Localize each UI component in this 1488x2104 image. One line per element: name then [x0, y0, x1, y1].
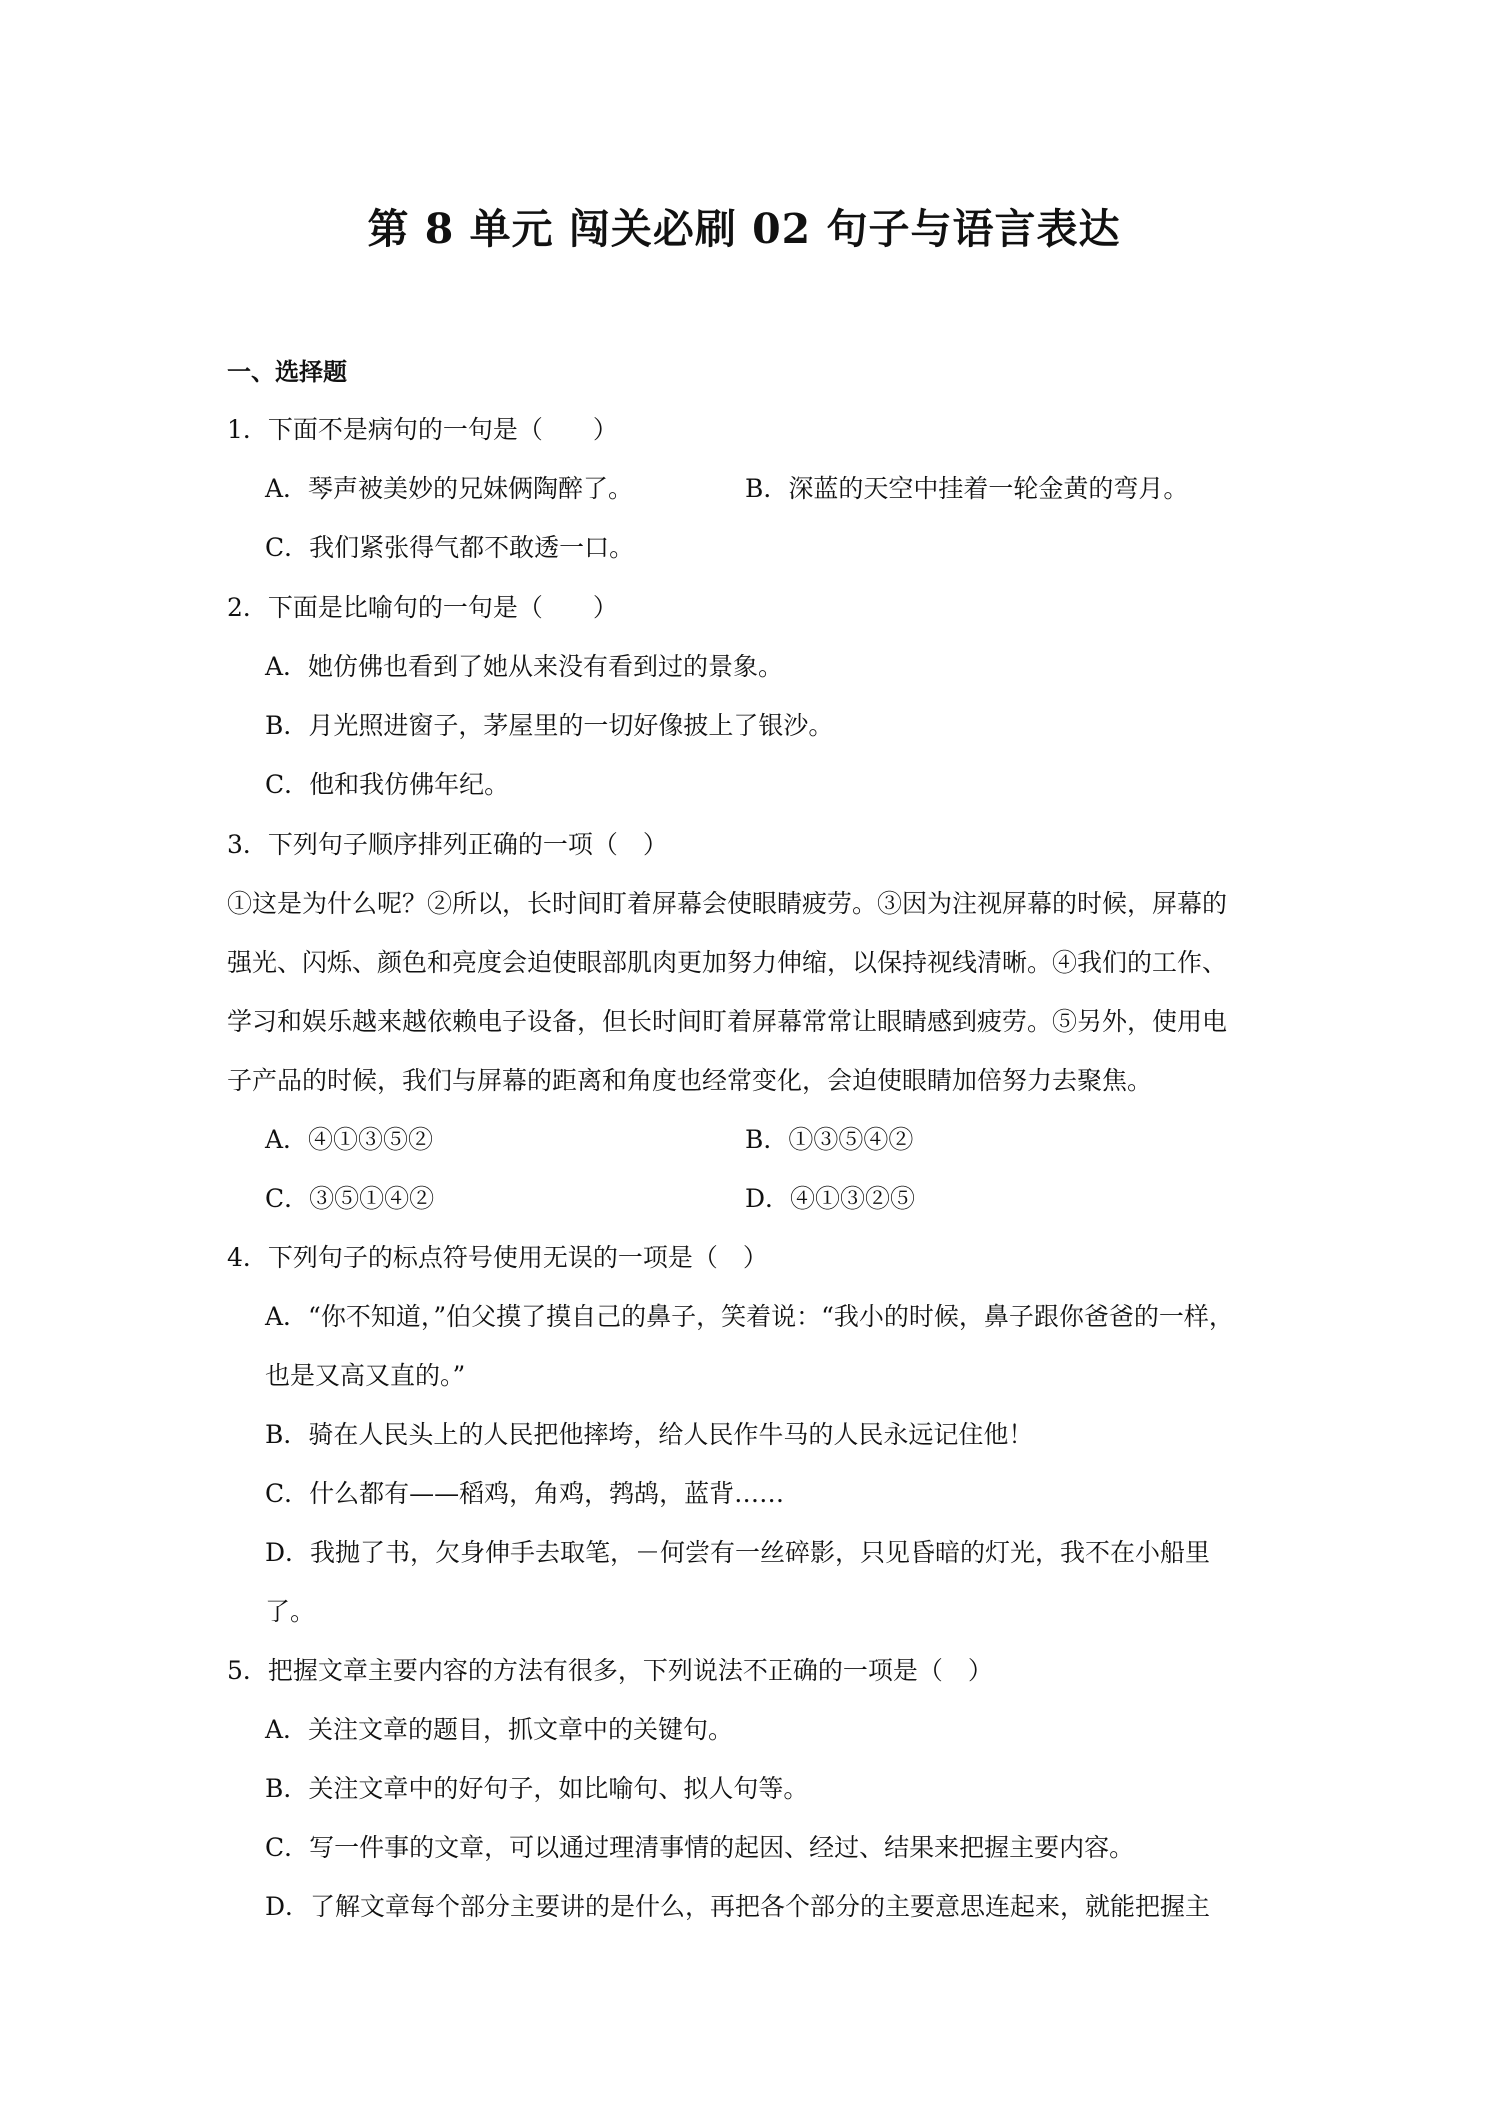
- question-3-stem: 3．下列句子顺序排列正确的一项（ ）: [227, 830, 668, 859]
- page-title: 第 8 单元 闯关必刷 02 句子与语言表达: [367, 205, 1121, 253]
- question-5-option-c: C．写一件事的文章，可以通过理清事情的起因、经过、结果来把握主要内容。: [265, 1833, 1135, 1862]
- question-3-option-c: C．③⑤①④②: [265, 1184, 435, 1213]
- question-3-option-a: A．④①③⑤②: [265, 1125, 434, 1154]
- question-3-passage-line: ①这是为什么呢？②所以，长时间盯着屏幕会使眼睛疲劳。③因为注视屏幕的时候，屏幕的: [227, 889, 1228, 918]
- question-1-option-c: C．我们紧张得气都不敢透一口。: [265, 533, 635, 562]
- question-1-stem: 1．下面不是病句的一句是（ ）: [227, 415, 618, 444]
- question-3-passage-line: 子产品的时候，我们与屏幕的距离和角度也经常变化，会迫使眼睛加倍努力去聚焦。: [227, 1066, 1153, 1095]
- question-2-option-c: C．他和我仿佛年纪。: [265, 770, 510, 799]
- question-4-option-a-continued: 也是又高又直的。”: [265, 1361, 466, 1390]
- question-4-option-d-continued: 了。: [265, 1597, 316, 1626]
- question-2-option-b: B．月光照进窗子，茅屋里的一切好像披上了银沙。: [265, 711, 834, 740]
- question-4-option-a: A．“你不知道，”伯父摸了摸自己的鼻子，笑着说：“我小的时候，鼻子跟你爸爸的一样，: [265, 1302, 1234, 1331]
- question-2-stem: 2．下面是比喻句的一句是（ ）: [227, 593, 618, 622]
- section-heading: 一、选择题: [227, 357, 347, 386]
- question-2-option-a: A．她仿佛也看到了她从来没有看到过的景象。: [265, 652, 784, 681]
- question-3-passage-line: 学习和娱乐越来越依赖电子设备，但长时间盯着屏幕常常让眼睛感到疲劳。⑤另外，使用电: [227, 1007, 1228, 1036]
- question-5-stem: 5．把握文章主要内容的方法有很多，下列说法不正确的一项是（ ）: [227, 1656, 993, 1685]
- question-5-option-a: A．关注文章的题目，抓文章中的关键句。: [265, 1715, 734, 1744]
- question-4-option-d: D．我抛了书，欠身伸手去取笔，－何尝有一丝碎影，只见昏暗的灯光，我不在小船里: [265, 1538, 1211, 1567]
- question-1-option-b: B．深蓝的天空中挂着一轮金黄的弯月。: [745, 474, 1189, 503]
- question-5-option-b: B．关注文章中的好句子，如比喻句、拟人句等。: [265, 1774, 809, 1803]
- question-4-option-b: B．骑在人民头上的人民把他摔垮，给人民作牛马的人民永远记住他！: [265, 1420, 1034, 1449]
- question-1-option-a: A．琴声被美妙的兄妹俩陶醉了。: [265, 474, 634, 503]
- question-5-option-d: D．了解文章每个部分主要讲的是什么，再把各个部分的主要意思连起来，就能把握主: [265, 1892, 1211, 1921]
- question-3-option-b: B．①③⑤④②: [745, 1125, 914, 1154]
- question-3-passage-line: 强光、闪烁、颜色和亮度会迫使眼部肌肉更加努力伸缩，以保持视线清晰。④我们的工作、: [227, 948, 1228, 977]
- question-4-stem: 4．下列句子的标点符号使用无误的一项是（ ）: [227, 1243, 768, 1272]
- question-3-option-d: D．④①③②⑤: [745, 1184, 916, 1213]
- question-4-option-c: C．什么都有——稻鸡，角鸡，鹁鸪，蓝背……: [265, 1479, 785, 1508]
